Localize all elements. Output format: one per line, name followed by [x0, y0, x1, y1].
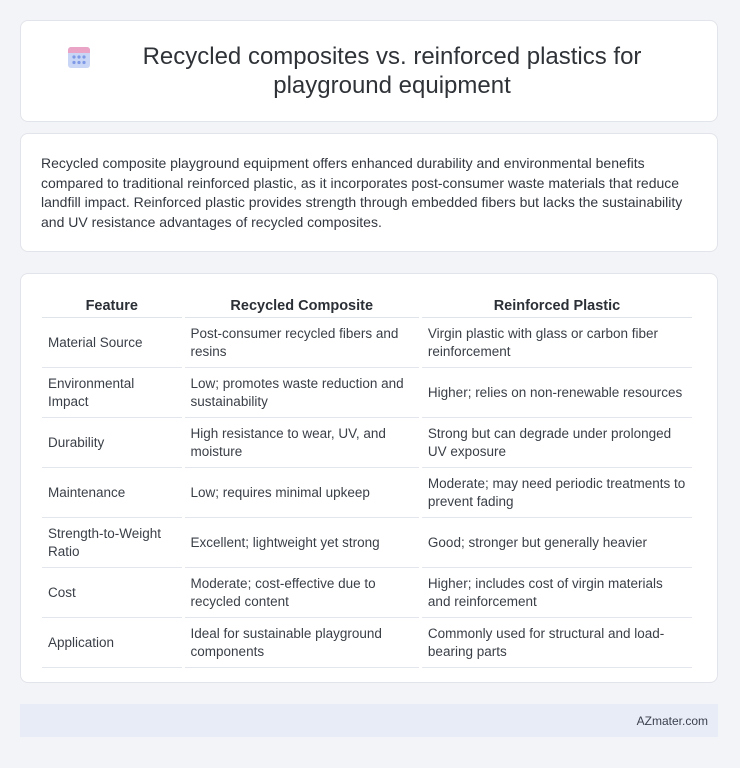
header-feature: Feature	[42, 292, 182, 318]
row-reinforced-value: Strong but can degrade under prolonged UV exposure	[422, 418, 692, 468]
table-row	[42, 418, 692, 468]
title-wrap	[21, 42, 717, 100]
row-recycled-value: Post-consumer recycled fibers and resins	[185, 318, 419, 368]
row-feature: Durability	[42, 418, 182, 468]
table-row	[42, 468, 692, 518]
header-recycled-composite: Recycled Composite	[185, 292, 419, 318]
row-feature: Strength-to-Weight Ratio	[42, 518, 182, 568]
header-reinforced-plastic: Reinforced Plastic	[422, 292, 692, 318]
row-feature: Environmental Impact	[42, 368, 182, 418]
row-recycled-value: Low; requires minimal upkeep	[185, 468, 419, 518]
intro-paragraph: Recycled composite playground equipment offers enhanced durability and environmental benefits compared to traditional reinforced plastic, as it incorporates post-consumer waste materials that reduce landfill impact. Reinforced plastic provides strength through embedded fibers but lacks the sustainability and UV resistance advantages of recycled composites.	[41, 155, 683, 230]
row-feature: Cost	[42, 568, 182, 618]
row-recycled-value: Moderate; cost-effective due to recycled content	[185, 568, 419, 618]
table-row	[42, 368, 692, 418]
row-recycled-value: Low; promotes waste reduction and sustainability	[185, 368, 419, 418]
footer-site-link[interactable]: AZmater.com	[636, 713, 708, 728]
intro-card	[20, 133, 718, 252]
table-row	[42, 568, 692, 618]
row-feature: Application	[42, 618, 182, 668]
row-recycled-value: Ideal for sustainable playground components	[185, 618, 419, 668]
row-feature: Maintenance	[42, 468, 182, 518]
calendar-icon	[66, 44, 92, 70]
table-row	[42, 318, 692, 368]
row-reinforced-value: Higher; relies on non-renewable resources	[422, 368, 692, 418]
row-recycled-value: Excellent; lightweight yet strong	[185, 518, 419, 568]
comparison-table	[39, 292, 695, 668]
row-reinforced-value: Commonly used for structural and load-bearing parts	[422, 618, 692, 668]
row-feature: Material Source	[42, 318, 182, 368]
table-header-row	[42, 292, 692, 318]
row-recycled-value: High resistance to wear, UV, and moisture	[185, 418, 419, 468]
row-reinforced-value: Higher; includes cost of virgin materials and reinforcement	[422, 568, 692, 618]
table-row	[42, 518, 692, 568]
page-title: Recycled composites vs. reinforced plastics for playground equipment	[142, 43, 642, 99]
row-reinforced-value: Virgin plastic with glass or carbon fiber reinforcement	[422, 318, 692, 368]
comparison-table-card	[20, 273, 718, 683]
row-reinforced-value: Good; stronger but generally heavier	[422, 518, 692, 568]
footer-bar	[20, 704, 718, 737]
title-card	[20, 20, 718, 122]
table-row	[42, 618, 692, 668]
row-reinforced-value: Moderate; may need periodic treatments to prevent fading	[422, 468, 692, 518]
